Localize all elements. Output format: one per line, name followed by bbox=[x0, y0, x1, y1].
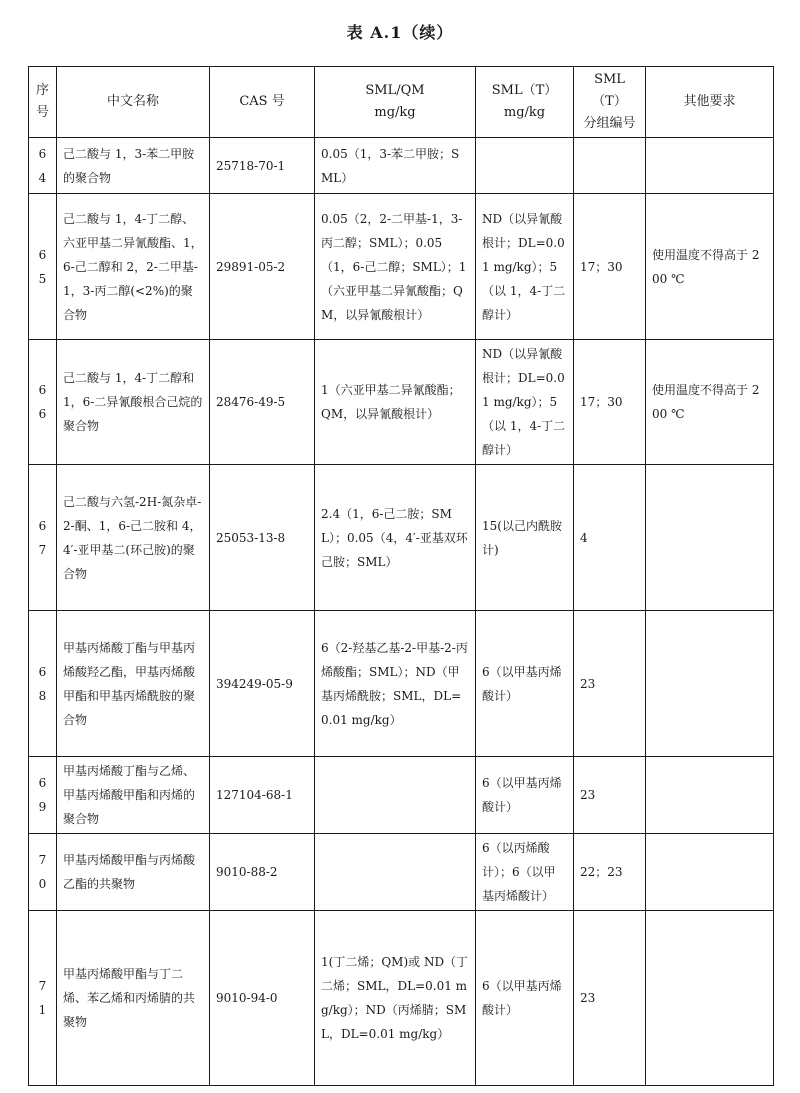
table-row bbox=[29, 194, 774, 340]
cell-other bbox=[646, 834, 774, 911]
cell-sml-t: 15(以己内酰胺计) bbox=[476, 465, 574, 611]
table-row bbox=[29, 757, 774, 834]
cell-sml-qm: 1(丁二烯；QM)或 ND（丁二烯；SML，DL=0.01 mg/kg）；ND（丙烯腈；SML，DL=0.01 mg/kg） bbox=[315, 911, 476, 1086]
cell-no: 64 bbox=[29, 138, 57, 194]
cell-sml-qm: 0.05（2，2-二甲基-1，3-丙二醇；SML）；0.05（1，6-己二醇；SML）；1（六亚甲基二异氰酸酯；QM，以异氰酸根计） bbox=[315, 194, 476, 340]
table-row bbox=[29, 138, 774, 194]
header-cas: CAS 号 bbox=[210, 67, 315, 138]
cell-sml-t: 6（以甲基丙烯酸计） bbox=[476, 611, 574, 757]
cell-cas: 9010-88-2 bbox=[210, 834, 315, 911]
page-title: 表 A.1（续） bbox=[346, 23, 454, 42]
cell-sml-t: ND（以异氰酸根计；DL=0.01 mg/kg）；5（以 1，4-丁二醇计） bbox=[476, 194, 574, 340]
cell-group bbox=[574, 138, 646, 194]
header-group-sub: 分组编号 bbox=[583, 116, 636, 131]
header-group bbox=[574, 67, 646, 138]
cell-group: 23 bbox=[574, 911, 646, 1086]
cell-cas: 28476-49-5 bbox=[210, 340, 315, 465]
cell-no: 65 bbox=[29, 194, 57, 340]
cell-no: 67 bbox=[29, 465, 57, 611]
cell-sml-t: 6（以甲基丙烯酸计） bbox=[476, 757, 574, 834]
header-sml-t-label: SML（T） bbox=[491, 83, 558, 98]
cell-cas: 29891-05-2 bbox=[210, 194, 315, 340]
header-sml-t bbox=[476, 67, 574, 138]
cell-no: 68 bbox=[29, 611, 57, 757]
table-row bbox=[29, 834, 774, 911]
cell-sml-qm: 2.4（1，6-己二胺；SML）；0.05（4，4′-亚基双环己胺；SML） bbox=[315, 465, 476, 611]
cell-sml-t: 6（以丙烯酸计）；6（以甲基丙烯酸计） bbox=[476, 834, 574, 911]
cell-name: 己二酸与 1，4-丁二醇、六亚甲基二异氰酸酯、1，6-己二醇和 2，2-二甲基-1，3-丙二醇(<2%)的聚合物 bbox=[57, 194, 210, 340]
cell-sml-qm: 6（2-羟基乙基-2-甲基-2-丙烯酸酯；SML）；ND（甲基丙烯酰胺；SML，DL=0.01 mg/kg） bbox=[315, 611, 476, 757]
cell-sml-t: ND（以异氰酸根计；DL=0.01 mg/kg）；5（以 1，4-丁二醇计） bbox=[476, 340, 574, 465]
cell-other: 使用温度不得高于 200 ℃ bbox=[646, 194, 774, 340]
cell-no: 71 bbox=[29, 911, 57, 1086]
cell-other bbox=[646, 465, 774, 611]
cell-other: 使用温度不得高于 200 ℃ bbox=[646, 340, 774, 465]
cell-name: 己二酸与六氢-2H-氮杂卓-2-酮、1，6-己二胺和 4，4′-亚甲基二(环己胺)的聚合物 bbox=[57, 465, 210, 611]
cell-other bbox=[646, 911, 774, 1086]
cell-name: 甲基丙烯酸甲酯与丙烯酸乙酯的共聚物 bbox=[57, 834, 210, 911]
cell-other bbox=[646, 138, 774, 194]
cell-no: 69 bbox=[29, 757, 57, 834]
table-row bbox=[29, 911, 774, 1086]
cell-group: 22；23 bbox=[574, 834, 646, 911]
cell-group: 17；30 bbox=[574, 340, 646, 465]
cell-cas: 394249-05-9 bbox=[210, 611, 315, 757]
header-row bbox=[29, 67, 774, 138]
header-group-label: SML（T） bbox=[592, 72, 627, 109]
cell-group: 23 bbox=[574, 611, 646, 757]
cell-sml-qm: 1（六亚甲基二异氰酸酯；QM，以异氰酸根计） bbox=[315, 340, 476, 465]
cell-cas: 25053-13-8 bbox=[210, 465, 315, 611]
cell-no: 66 bbox=[29, 340, 57, 465]
cell-no: 70 bbox=[29, 834, 57, 911]
cell-name: 甲基丙烯酸丁酯与乙烯、甲基丙烯酸甲酯和丙烯的聚合物 bbox=[57, 757, 210, 834]
table-row bbox=[29, 465, 774, 611]
header-name: 中文名称 bbox=[57, 67, 210, 138]
table-row bbox=[29, 340, 774, 465]
cell-sml-qm bbox=[315, 834, 476, 911]
cell-cas: 127104-68-1 bbox=[210, 757, 315, 834]
cell-sml-t: 6（以甲基丙烯酸计） bbox=[476, 911, 574, 1086]
header-sml-qm-label: SML/QM bbox=[365, 83, 425, 98]
cell-name: 甲基丙烯酸甲酯与丁二烯、苯乙烯和丙烯腈的共聚物 bbox=[57, 911, 210, 1086]
cell-sml-qm: 0.05（1，3-苯二甲胺；SML） bbox=[315, 138, 476, 194]
cell-group: 17；30 bbox=[574, 194, 646, 340]
cell-group: 4 bbox=[574, 465, 646, 611]
header-sml-qm-unit: mg/kg bbox=[374, 105, 416, 120]
cell-other bbox=[646, 611, 774, 757]
cell-other bbox=[646, 757, 774, 834]
cell-sml-qm bbox=[315, 757, 476, 834]
header-sml-qm bbox=[315, 67, 476, 138]
header-other: 其他要求 bbox=[646, 67, 774, 138]
cell-sml-t bbox=[476, 138, 574, 194]
header-no: 序号 bbox=[29, 67, 57, 138]
cell-group: 23 bbox=[574, 757, 646, 834]
table-row bbox=[29, 611, 774, 757]
cell-name: 己二酸与 1，4-丁二醇和 1，6-二异氰酸根合己烷的聚合物 bbox=[57, 340, 210, 465]
cell-cas: 9010-94-0 bbox=[210, 911, 315, 1086]
cell-name: 甲基丙烯酸丁酯与甲基丙烯酸羟乙酯，甲基丙烯酸甲酯和甲基丙烯酰胺的聚合物 bbox=[57, 611, 210, 757]
header-sml-t-unit: mg/kg bbox=[503, 105, 546, 120]
cell-name: 己二酸与 1，3-苯二甲胺的聚合物 bbox=[57, 138, 210, 194]
cell-cas: 25718-70-1 bbox=[210, 138, 315, 194]
substance-table bbox=[28, 66, 774, 1086]
